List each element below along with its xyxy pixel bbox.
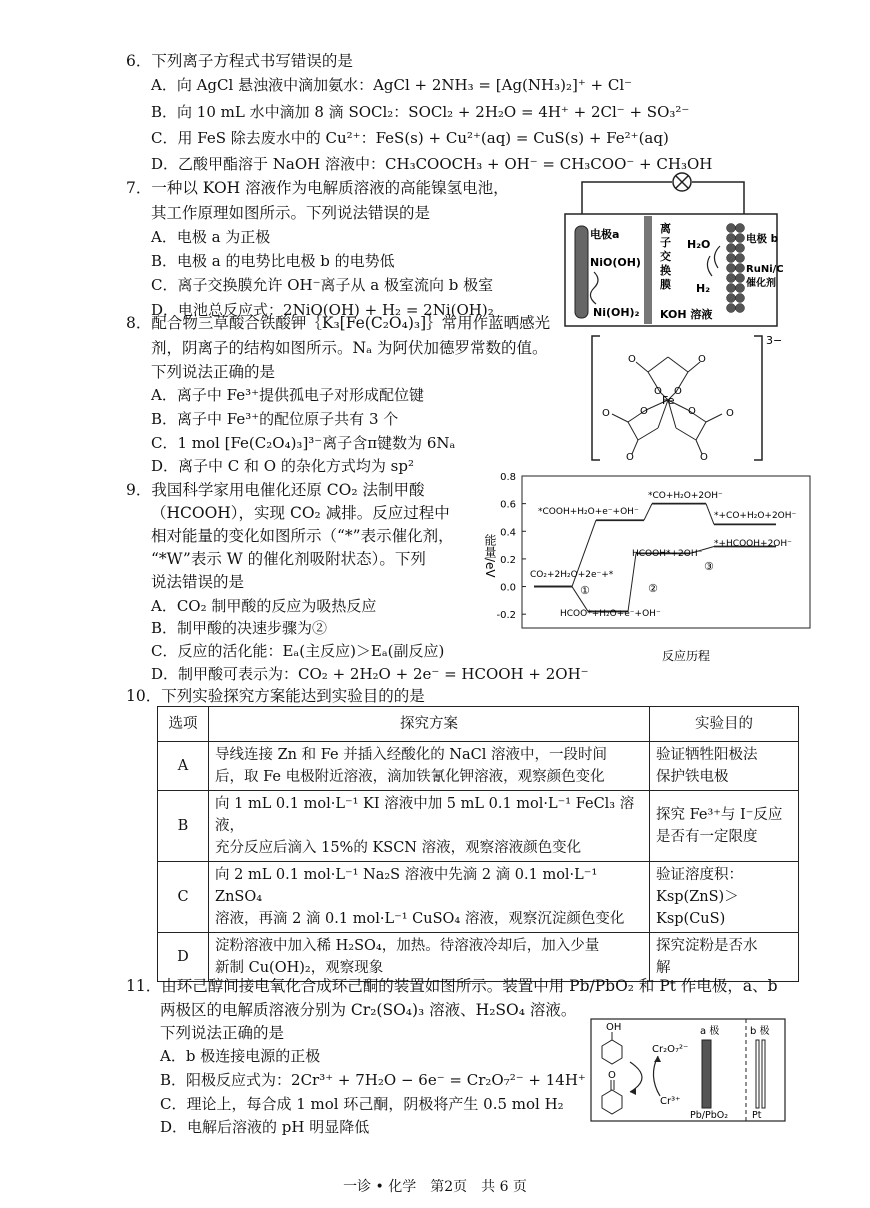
- table-row: [158, 862, 799, 933]
- q7-option-b: B．电极 a 的电势比电极 b 的电势低: [151, 252, 395, 270]
- q9-option-a: A．CO₂ 制甲酸的反应为吸热反应: [151, 597, 377, 615]
- q8-stem-line1: 8．配合物三草酸合铁酸钾｛K₃[Fe(C₂O₄)₃]｝常用作蓝晒感光: [126, 314, 551, 332]
- ferrioxalate-structure: [588, 332, 788, 464]
- q8-stem-line2: 剂，阴离子的结构如图所示。Nₐ 为阿伏加德罗常数的值。: [151, 339, 548, 357]
- row-option: C: [158, 862, 209, 933]
- pb-label: Pb/PbO₂: [690, 1110, 729, 1121]
- goal-line: 探究淀粉是否水: [656, 938, 758, 954]
- row-goal: [650, 742, 799, 791]
- q11-option-c: C．理论上，每合成 1 mol 环己酮，阴极将产生 0.5 mol H₂: [160, 1095, 564, 1113]
- electrode-b-beads: [727, 224, 745, 313]
- b-pole-label: b 极: [750, 1026, 770, 1037]
- koh-label: KOH 溶液: [660, 308, 713, 321]
- experiment-table: [157, 706, 799, 982]
- step-1-label: ①: [580, 584, 590, 597]
- fe-atom-label: Fe: [662, 394, 675, 407]
- oxygen-atom: O: [626, 452, 634, 463]
- oh-label: OH: [606, 1022, 622, 1033]
- header-plan: 探究方案: [209, 707, 650, 742]
- state-hcoo-label: HCOO*+H₂O+e⁻+OH⁻: [560, 609, 661, 619]
- row-plan: [209, 791, 650, 862]
- q6-stem: 6．下列离子方程式书写错误的是: [126, 52, 353, 70]
- plan-line: 充分反应后滴入 15%的 KSCN 溶液，观察溶液颜色变化: [215, 840, 582, 856]
- goal-line: 保护铁电极: [656, 769, 729, 785]
- q11-option-d: D．电解后溶液的 pH 明显降低: [160, 1118, 370, 1136]
- battery-diagram: [560, 168, 784, 330]
- y-tick-label: -0.2: [496, 610, 516, 622]
- membrane-label-3: 交: [660, 250, 671, 263]
- pt-label: Pt: [752, 1110, 762, 1121]
- plan-line: 向 2 mL 0.1 mol·L⁻¹ Na₂S 溶液中先滴 2 滴 0.1 mol·L⁻¹ ZnSO₄: [215, 867, 598, 905]
- row-goal: [650, 791, 799, 862]
- table-header-row: [158, 707, 799, 742]
- goal-line: 解: [656, 960, 671, 976]
- row-option: D: [158, 933, 209, 982]
- main-path-connector: [628, 553, 636, 611]
- q8-option-a: A．离子中 Fe³⁺提供孤电子对形成配位键: [151, 386, 424, 404]
- oxygen-atom: O: [602, 408, 610, 419]
- membrane-label-2: 子: [660, 236, 671, 249]
- q9-stem-line3: 相对能量的变化如图所示（“*”表示催化剂，: [151, 527, 454, 545]
- side-path-connector: [644, 504, 652, 521]
- state-co-side-label: *+CO+H₂O+2OH⁻: [714, 511, 797, 521]
- chart-y-axis-label: 能量/eV: [483, 534, 497, 578]
- oxygen-atom: O: [698, 354, 706, 365]
- q8-option-d: D．离子中 C 和 O 的杂化方式均为 sp²: [151, 457, 414, 475]
- ion-exchange-membrane: [644, 216, 652, 324]
- q8-option-c: C．1 mol [Fe(C₂O₄)₃]³⁻离子含π键数为 6Nₐ: [151, 434, 456, 452]
- q9-option-b: B．制甲酸的决速步骤为②: [151, 619, 328, 637]
- membrane-label-4: 换: [660, 264, 671, 277]
- q9-stem-line5: 说法错误的是: [151, 573, 245, 591]
- oxygen-atom: O: [688, 406, 696, 417]
- row-plan: [209, 862, 650, 933]
- electrode-b-label: 电极 b: [746, 233, 779, 245]
- row-option: B: [158, 791, 209, 862]
- q7-stem-line2: 其工作原理如图所示。下列说法错误的是: [151, 204, 431, 222]
- goal-line: 是否有一定限度: [656, 829, 758, 845]
- energy-profile-chart: [476, 466, 816, 666]
- cr3-label: Cr³⁺: [660, 1096, 681, 1107]
- membrane-label-1: 离: [660, 222, 671, 235]
- nioh-label: NiO(OH): [590, 256, 641, 269]
- charge-label: 3−: [766, 334, 783, 347]
- dichromate-label: Cr₂O₇²⁻: [652, 1044, 689, 1055]
- y-tick-label: 0.4: [500, 527, 516, 539]
- q7-option-d: D．电池总反应式：2NiO(OH) + H₂ = 2Ni(OH)₂: [151, 301, 494, 319]
- q8-option-b: B．离子中 Fe³⁺的配位原子共有 3 个: [151, 410, 399, 428]
- state-hcooh-ads-label: HCOOH*+2OH⁻: [632, 549, 703, 559]
- electrode-a: [702, 1040, 711, 1108]
- q9-stem-line2: （HCOOH），实现 CO₂ 减排。反应过程中: [151, 504, 450, 522]
- step-2-label: ②: [648, 582, 658, 595]
- y-tick-label: 0.2: [500, 554, 516, 566]
- q11-stem-line2: 两极区的电解质溶液分别为 Cr₂(SO₄)₃ 溶液、H₂SO₄ 溶液。: [160, 1001, 577, 1019]
- header-goal: 实验目的: [650, 707, 799, 742]
- h2o-label: H₂O: [687, 238, 711, 251]
- y-tick-label: 0.0: [500, 582, 516, 594]
- electrode-b: [756, 1040, 759, 1108]
- page-footer: 一诊 • 化学 第2页 共 6 页: [343, 1179, 527, 1195]
- side-path-connector: [706, 504, 714, 525]
- q6-option-b: B．向 10 mL 水中滴加 8 滴 SOCl₂：SOCl₂ + 2H₂O = 4H⁺ + 2Cl⁻ + SO₃²⁻: [151, 103, 690, 121]
- row-plan: [209, 933, 650, 982]
- plan-line: 向 1 mL 0.1 mol·L⁻¹ KI 溶液中加 5 mL 0.1 mol·L⁻¹ FeCl₃ 溶液，: [215, 796, 635, 834]
- table-row: [158, 742, 799, 791]
- q7-option-a: A．电极 a 为正极: [151, 228, 271, 246]
- q9-stem-line1: 9．我国科学家用电催化还原 CO₂ 法制甲酸: [126, 481, 425, 499]
- oxygen-atom: O: [674, 386, 682, 397]
- y-tick-label: 0.6: [500, 499, 516, 511]
- row-goal: [650, 933, 799, 982]
- table-row: [158, 791, 799, 862]
- row-option: A: [158, 742, 209, 791]
- q11-option-a: A．b 极连接电源的正极: [160, 1047, 321, 1065]
- electrode-a-rod: [575, 226, 588, 318]
- q9-stem-line4: “*W”表示 W 的催化剂吸附状态）。下列: [151, 550, 426, 568]
- oxygen-atom: O: [700, 452, 708, 463]
- q7-option-c: C．离子交换膜允许 OH⁻离子从 a 极室流向 b 极室: [151, 276, 494, 294]
- plan-line: 溶液，再滴 2 滴 0.1 mol·L⁻¹ CuSO₄ 溶液，观察沉淀颜色变化: [215, 911, 625, 927]
- q11-option-b: B．阳极反应式为：2Cr³⁺ + 7H₂O − 6e⁻ = Cr₂O₇²⁻ + 14H⁺: [160, 1071, 586, 1089]
- row-plan: [209, 742, 650, 791]
- catalyst-label-1: RuNi/C: [746, 264, 784, 275]
- membrane-label-5: 膜: [660, 278, 671, 291]
- q9-option-c: C．反应的活化能：Eₐ(主反应)＞Eₐ(副反应): [151, 642, 445, 660]
- table-row: [158, 933, 799, 982]
- a-pole-label: a 极: [700, 1026, 720, 1037]
- state-start-label: CO₂+2H₂O+2e⁻+*: [530, 570, 614, 580]
- electrolysis-diagram: [590, 1018, 786, 1122]
- plan-line: 导线连接 Zn 和 Fe 并插入经酸化的 NaCl 溶液中，一段时间: [215, 747, 607, 763]
- state-cooh-label: *COOH+H₂O+e⁻+OH⁻: [538, 507, 639, 517]
- y-tick-label: 0.8: [500, 472, 516, 483]
- electrode-a-label: 电极a: [590, 228, 620, 241]
- q10-stem: 10．下列实验探究方案能达到实验目的的是: [126, 687, 425, 705]
- q6-option-c: C．用 FeS 除去废水中的 Cu²⁺：FeS(s) + Cu²⁺(aq) = CuS(s) + Fe²⁺(aq): [151, 129, 669, 147]
- catalyst-label-2: 催化剂: [746, 278, 776, 289]
- header-option: 选项: [158, 707, 209, 742]
- q6-option-d: D．乙酸甲酯溶于 NaOH 溶液中：CH₃COOCH₃ + OH⁻ = CH₃COO⁻ + CH₃OH: [151, 155, 713, 173]
- q9-option-d: D．制甲酸可表示为：CO₂ + 2H₂O + 2e⁻ = HCOOH + 2OH⁻: [151, 665, 589, 683]
- chart-x-axis-label: 反应历程: [662, 649, 711, 663]
- oxygen-label: O: [608, 1070, 616, 1081]
- goal-line: 验证牺牲阳极法: [656, 747, 758, 763]
- goal-line: 探究 Fe³⁺与 I⁻反应: [656, 807, 783, 823]
- oxygen-atom: O: [654, 386, 662, 397]
- plan-line: 新制 Cu(OH)₂，观察现象: [215, 960, 384, 976]
- q6-option-a: A．向 AgCl 悬浊液中滴加氨水：AgCl + 2NH₃ = [Ag(NH₃)₂]⁺ + Cl⁻: [151, 76, 633, 94]
- oxygen-atom: O: [628, 354, 636, 365]
- oxygen-atom: O: [726, 408, 734, 419]
- step-3-label: ③: [704, 560, 714, 573]
- q7-stem-line1: 7．一种以 KOH 溶液作为电解质溶液的高能镍氢电池，: [126, 179, 509, 197]
- bulb-icon: [673, 173, 691, 191]
- q8-stem-line3: 下列说法正确的是: [151, 363, 276, 381]
- oxygen-atom: O: [640, 406, 648, 417]
- goal-line: Ksp(ZnS)＞Ksp(CuS): [656, 889, 739, 927]
- row-goal: [650, 862, 799, 933]
- nioh2-label: Ni(OH)₂: [593, 306, 640, 319]
- plan-line: 后，取 Fe 电极附近溶液，滴加铁氰化钾溶液，观察颜色变化: [215, 769, 605, 785]
- state-hcooh-free-label: *+HCOOH+2OH⁻: [714, 539, 792, 549]
- state-co-top-label: *CO+H₂O+2OH⁻: [648, 491, 723, 501]
- plan-line: 淀粉溶液中加入稀 H₂SO₄，加热。待溶液冷却后，加入少量: [215, 938, 600, 954]
- q11-stem-line3: 下列说法正确的是: [160, 1024, 285, 1042]
- q11-stem-line1: 11．由环己醇间接电氧化合成环己酮的装置如图所示。装置中用 Pb/PbO₂ 和 Pt 作电极，a、b: [126, 977, 778, 995]
- goal-line: 验证溶度积：: [656, 867, 743, 883]
- h2-label: H₂: [696, 282, 711, 295]
